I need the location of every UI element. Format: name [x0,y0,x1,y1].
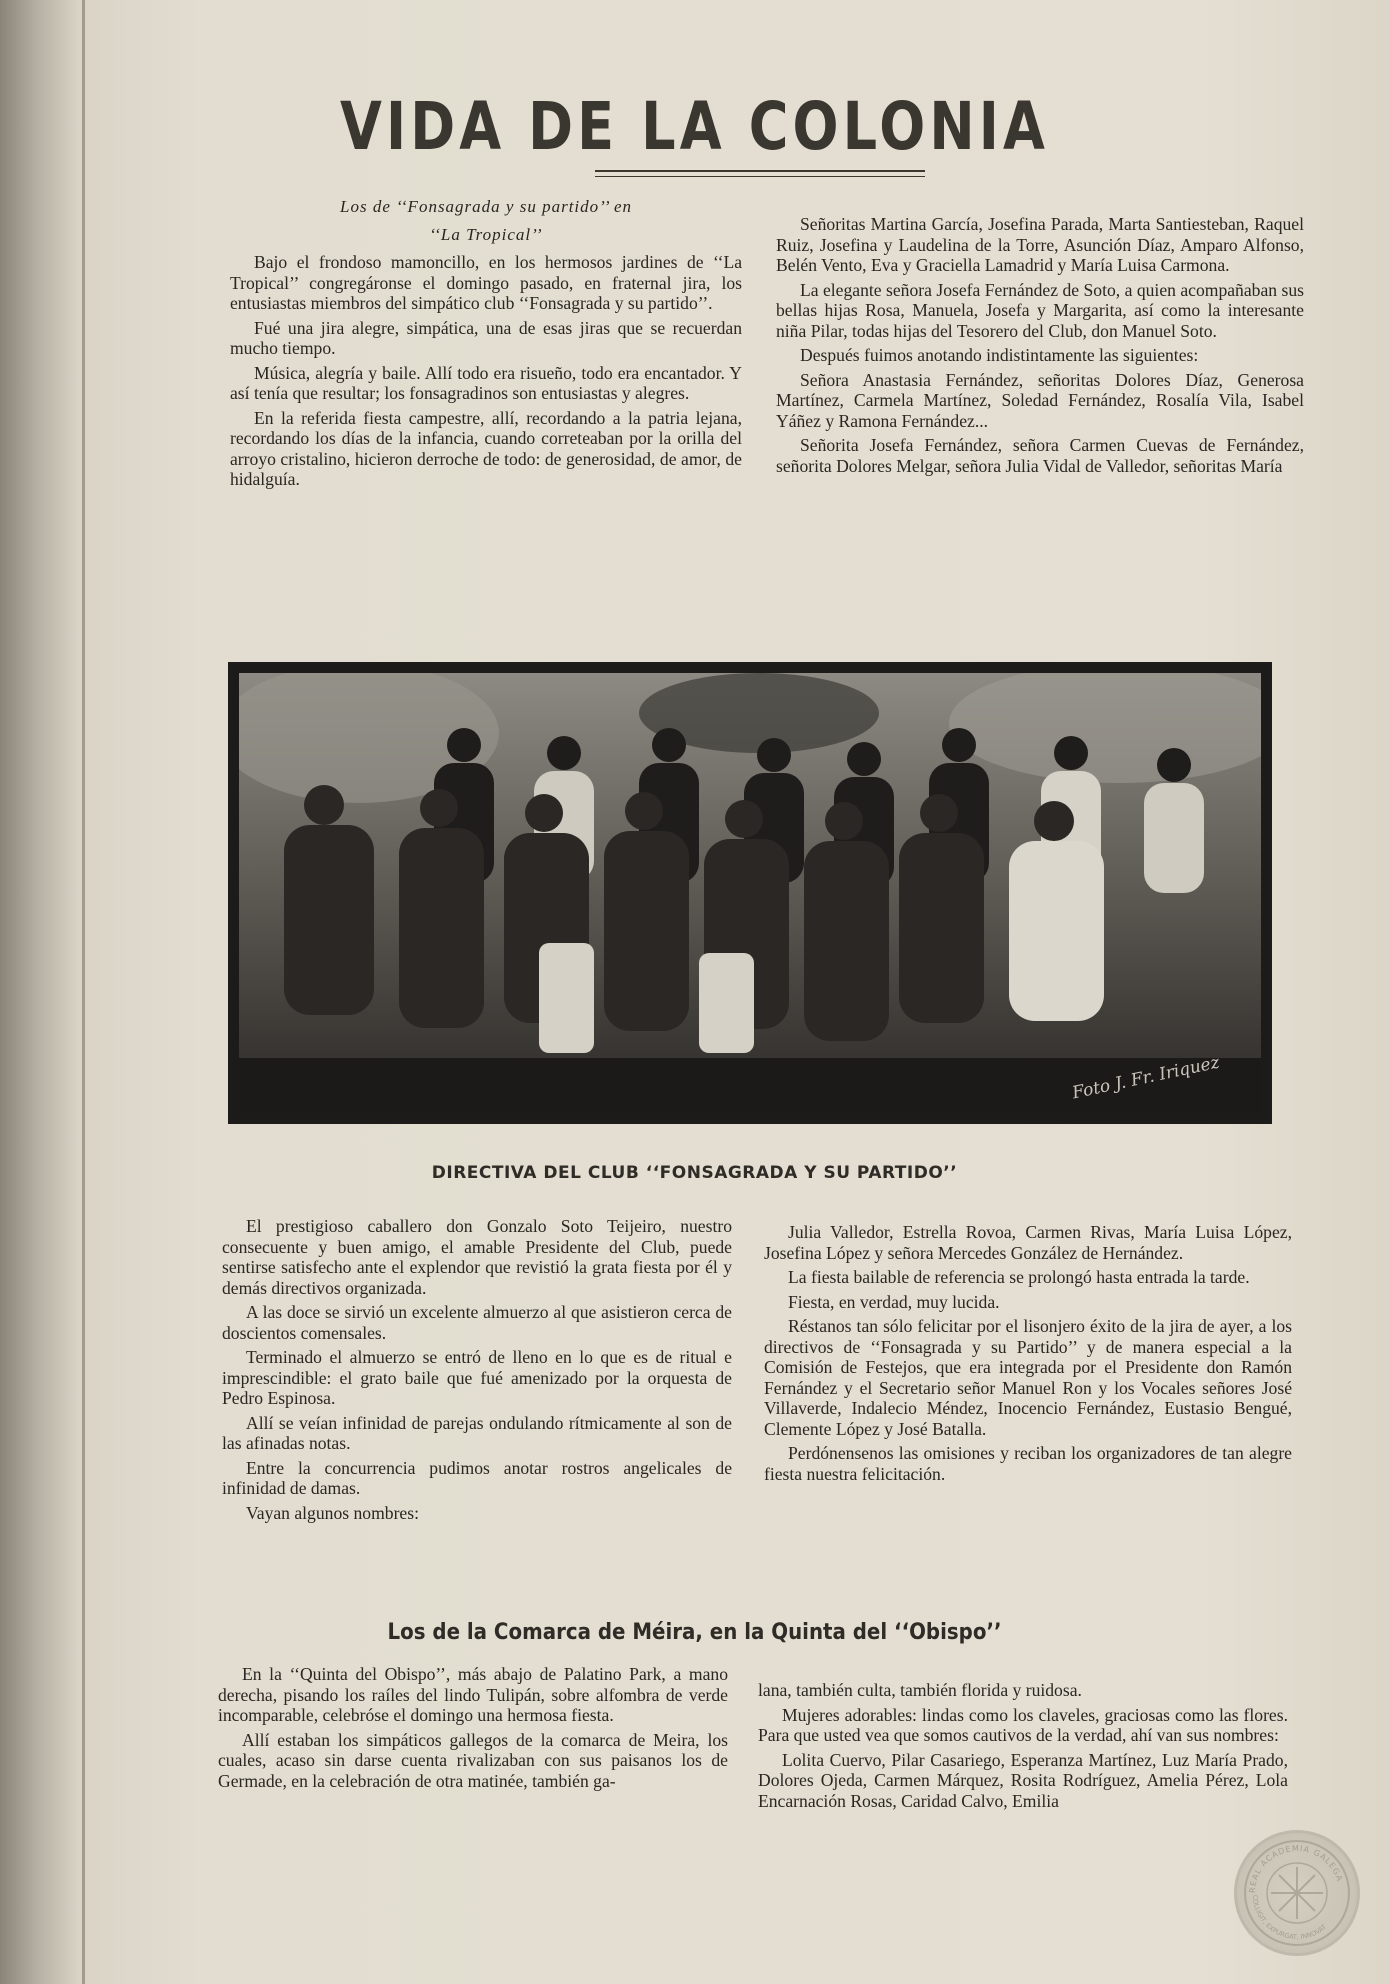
paragraph: A las doce se sirvió un excelente almuerzo al que asistieron cerca de doscientos comensales. [222,1302,732,1343]
paragraph: Señora Anastasia Fernández, señoritas Dolores Díaz, Generosa Martínez, Carmela Martínez, Soledad Fernández, Rosalía Vila, Isabel Yáñez y Ramona Fernández... [776,369,1304,431]
article2-left-column [218,1664,728,1795]
group-photograph [228,662,1272,1124]
paragraph: lana, también culta, también florida y ruidosa. [758,1680,1082,1700]
paragraph: Réstanos tan sólo felicitar por el lisonjero éxito de la jira de ayer, a los directivos de ‘‘Fonsagrada y su Partido’’ y de manera especial a la Comisión de Festejos, que era integrada por el Presidente don Ramón Fernández y el Secretario señor Manuel Ron y los Vocales señores José Villaverde, Indalecio Méndez, Inocencio Fernández, Eustasio Bengué, Clemente López y José Batalla. [764,1316,1292,1439]
paragraph: Señorita Josefa Fernández, señora Carmen Cuevas de Fernández, señorita Dolores Melgar, señora Julia Vidal de Valledor, señoritas María [776,435,1304,476]
paragraph: Entre la concurrencia pudimos anotar rostros angelicales de infinidad de damas. [222,1457,732,1498]
article1-subhead-line1: Los de ‘‘Fonsagrada y su partido’’ en [340,197,632,216]
article2-title: Los de la Comarca de Méira, en la Quinta del ‘‘Obispo’’ [387,1620,1002,1645]
paragraph: Señoritas Martina García, Josefina Parada, Marta Santiesteban, Raquel Ruiz, Josefina y Laudelina de la Torre, Asunción Díaz, Amparo Alfonso, Belén Vento, Eva y Graciella Lamadrid y María Luisa Carmona. [776,214,1304,275]
seal-emblem-icon [1237,1833,1357,1953]
paragraph: En la ‘‘Quinta del Obispo’’, más abajo de Palatino Park, a mano derecha, pisando los raíles del lindo Tulipán, sobre alfombra de verde incomparable, celebróse el domingo una hermosa fiesta. [218,1664,728,1725]
photographer-signature: Foto J. Fr. Iriquez [1070,1052,1222,1104]
article1-cont-left-column [222,1216,732,1527]
paragraph: Julia Valledor, Estrella Rovoa, Carmen Rivas, María Luisa López, Josefina López y señora Mercedes González de Hernández. [764,1222,1292,1263]
paragraph: Terminado el almuerzo se entró de lleno en lo que es de ritual e imprescindible: el grato baile que fué amenizado por la orquesta de Pedro Espinosa. [222,1347,732,1408]
article2-right-column [758,1680,1288,1815]
photo-caption: DIRECTIVA DEL CLUB ‘‘FONSAGRADA Y SU PARTIDO’’ [431,1163,958,1183]
article1-subhead-line2: ‘‘La Tropical’’ [429,225,543,244]
binding-gutter [82,0,85,1984]
seal-bottom-text: COLLIGIT, EXPURGAT, INNOVAT [1250,1894,1328,1942]
photo-figures [239,673,1261,1113]
seal-top-text: REAL ACADEMIA GALEGA [1247,1843,1345,1894]
article1-cont-right-column [764,1222,1292,1488]
paragraph: La elegante señora Josefa Fernández de Soto, a quien acompañaban sus bellas hijas Rosa, Manuela, Josefa y Margarita, así como la interesante niña Pilar, todas hijas del Tesorero del Club, don Manuel Soto. [776,279,1304,341]
paragraph: El prestigioso caballero don Gonzalo Soto Teijeiro, nuestro consecuente y buen amigo, el amable Presidente del Club, puede sentirse satisfecho ante el explendor que revistió la grata fiesta por él y demás directivos organizada. [222,1216,732,1298]
page-title: VIDA DE LA COLONIA [339,88,1050,165]
paragraph: Bajo el frondoso mamoncillo, en los hermosos jardines de ‘‘La Tropical’’ congregáronse el domingo pasado, en fraternal jira, los entusiastas miembros del simpático club ‘‘Fonsagrada y su partido’’. [230,252,742,313]
paragraph: Perdónensenos las omisiones y reciban los organizadores de tan alegre fiesta nuestra felicitación. [764,1443,1292,1484]
paragraph: En la referida fiesta campestre, allí, recordando a la patria lejana, recordando los días de la infancia, cuando correteaban por la orilla del arroyo cristalino, hicieron derroche de todo: de generosidad, de amor, de hidalguía. [230,407,742,489]
paragraph: Allí se veían infinidad de parejas ondulando rítmicamente al son de las afinadas notas. [222,1412,732,1453]
paragraph: Después fuimos anotando indistintamente las siguientes: [800,345,1199,365]
paragraph: Fué una jira alegre, simpática, una de esas jiras que se recuerdan mucho tiempo. [230,317,742,358]
library-seal [1234,1830,1360,1956]
article1-left-column [230,196,742,494]
paragraph: Vayan algunos nombres: [246,1502,419,1523]
photo-image [239,673,1261,1113]
article1-right-column [776,214,1304,480]
paragraph: Lolita Cuervo, Pilar Casariego, Esperanza Martínez, Luz María Prado, Dolores Ojeda, Carmen Márquez, Rosita Rodríguez, Amelia Pérez, Lola Encarnación Rosas, Caridad Calvo, Emilia [758,1749,1288,1811]
title-rule-upper [595,170,925,172]
paragraph: Fiesta, en verdad, muy lucida. [788,1291,1000,1312]
paragraph: Allí estaban los simpáticos gallegos de la comarca de Meira, los cuales, acaso sin darse cuenta rivalizaban con sus paisanos los de Germade, en la celebración de otra matinée, también ga- [218,1729,728,1791]
paragraph: Música, alegría y baile. Allí todo era risueño, todo era encantador. Y así tenía que resultar; los fonsagradinos son entusiastas y alegres. [230,362,742,403]
title-rule-lower [595,176,925,177]
paragraph: La fiesta bailable de referencia se prolongó hasta entrada la tarde. [788,1267,1250,1287]
paragraph: Mujeres adorables: lindas como los claveles, graciosas como las flores. Para que usted vea que somos cautivos de la verdad, ahí van sus nombres: [758,1704,1288,1745]
